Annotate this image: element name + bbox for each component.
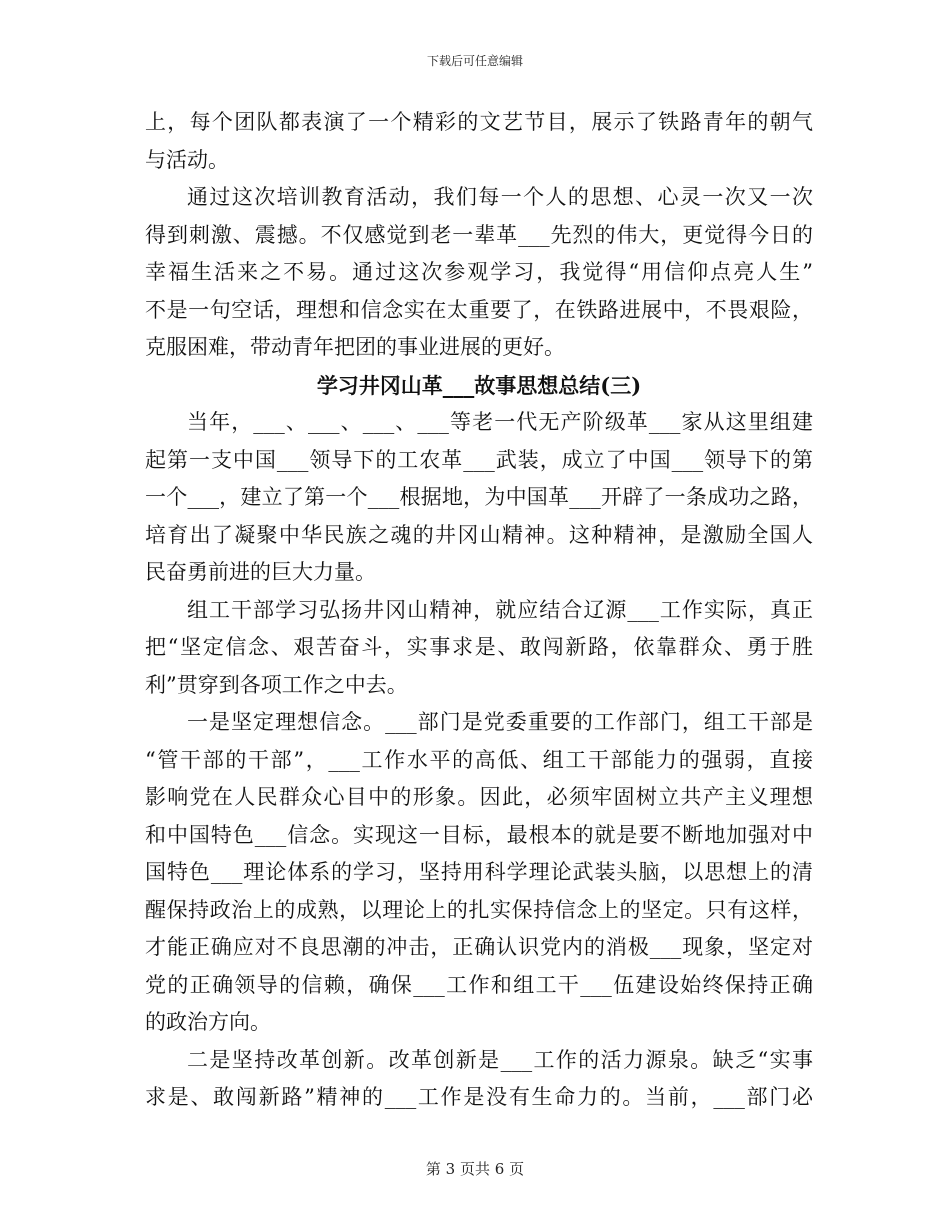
text-line: 把“坚定信念、艰苦奋斗，实事求是、敢闯新路，依靠群众、勇于胜: [145, 635, 813, 659]
text-line: 影响党在人民群众心目中的形象。因此，必须牢固树立共产主义理想: [145, 785, 813, 809]
text-line: 当年，___、___、___、___等老一代无产阶级革___家从这里组建: [187, 410, 813, 434]
text-line: “管干部的干部”，___工作水平的高低、组工干部能力的强弱，直接: [145, 747, 813, 772]
text-line: 民奋勇前进的巨大力量。: [145, 560, 376, 584]
text-line: 与活动。: [145, 147, 229, 172]
page-footer: 第 3 页共 6 页: [425, 1160, 525, 1178]
text-line: 培育出了凝聚中华民族之魂的井冈山精神。这种精神，是激励全国人: [145, 522, 813, 547]
text-line: 组工干部学习弘扬井冈山精神，就应结合辽源___工作实际，真正: [187, 597, 813, 622]
page-header: 下载后可任意编辑: [426, 54, 523, 68]
text-line: 醒保持政治上的成熟，以理论上的扎实保持信念上的坚定。只有这样，: [145, 897, 813, 922]
text-line: 求是、敢闯新路”精神的___工作是没有生命力的。当前，___部门必: [145, 1085, 813, 1109]
text-line: 和中国特色___信念。实现这一目标，最根本的就是要不断地加强对中: [145, 822, 813, 847]
text-line: 一是坚定理想信念。___部门是党委重要的工作部门，组工干部是: [187, 710, 813, 734]
text-line: 得到刺激、震撼。不仅感觉到老一辈革___先烈的伟大，更觉得今日的: [145, 222, 813, 247]
text-line: 党的正确领导的信赖，确保___工作和组工干___伍建设始终保持正确: [145, 972, 813, 997]
text-line: 一个___，建立了第一个___根据地，为中国革___开辟了一条成功之路，: [145, 485, 813, 509]
text-line: 起第一支中国___领导下的工农革___武装，成立了中国___领导下的第: [145, 447, 813, 472]
section-heading: 学习井冈山革___故事思想总结(三): [316, 372, 642, 398]
text-line: 二是坚持改革创新。改革创新是___工作的活力源泉。缺乏“实事: [187, 1047, 813, 1072]
text-line: 才能正确应对不良思潮的冲击，正确认识党内的消极___现象，坚定对: [145, 935, 813, 959]
text-line: 幸福生活来之不易。通过这次参观学习，我觉得“用信仰点亮人生”: [145, 260, 813, 284]
text-line: 的政治方向。: [145, 1010, 271, 1034]
text-line: 不是一句空话，理想和信念实在太重要了，在铁路进展中，不畏艰险，: [145, 297, 813, 322]
text-line: 利”贯穿到各项工作之中去。: [145, 672, 408, 697]
text-line: 通过这次培训教育活动，我们每一个人的思想、心灵一次又一次: [187, 185, 813, 209]
text-line: 国特色___理论体系的学习，坚持用科学理论武装头脑，以思想上的清: [145, 860, 813, 884]
text-line: 上，每个团队都表演了一个精彩的文艺节目，展示了铁路青年的朝气: [145, 110, 813, 134]
document-body: [145, 104, 813, 1117]
text-line: 克服困难，带动青年把团的事业进展的更好。: [145, 335, 565, 359]
